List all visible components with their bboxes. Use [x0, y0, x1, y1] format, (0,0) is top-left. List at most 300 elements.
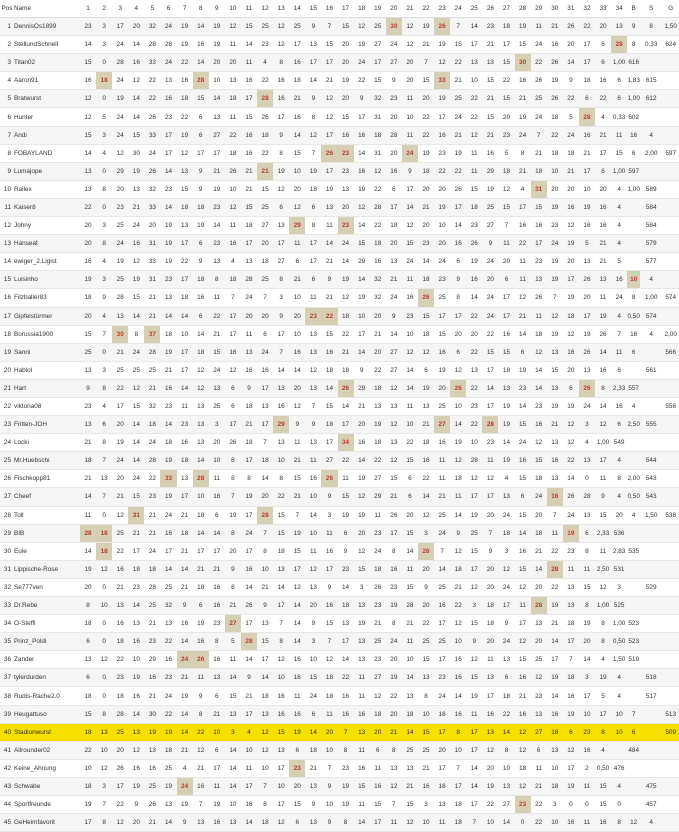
- score-cell: 0,33: [640, 36, 662, 54]
- player-name[interactable]: Lippische-Rose: [14, 560, 80, 578]
- score-cell: 16: [515, 217, 531, 235]
- table-row[interactable]: [0, 452, 679, 470]
- header-col[interactable]: 7: [177, 0, 193, 18]
- score-cell: 16: [547, 452, 563, 470]
- score-cell: 19: [547, 271, 563, 289]
- header-col[interactable]: 18: [354, 0, 370, 18]
- player-name[interactable]: Fischkopp81: [14, 470, 80, 488]
- score-cell: 0: [96, 90, 112, 108]
- table-row[interactable]: [0, 524, 679, 542]
- score-cell: 13: [418, 397, 434, 415]
- score-cell: 28: [531, 597, 547, 615]
- table-row[interactable]: [0, 144, 679, 162]
- table-row[interactable]: [0, 542, 679, 560]
- score-cell: 543: [640, 470, 662, 488]
- header-col[interactable]: 31: [563, 0, 579, 18]
- header-col[interactable]: 3: [112, 0, 128, 18]
- rank-cell: 15: [0, 271, 14, 289]
- table-row[interactable]: [0, 180, 679, 198]
- score-cell: 12: [128, 379, 144, 397]
- header-col[interactable]: B: [627, 0, 640, 18]
- score-cell: 19: [595, 307, 611, 325]
- header-pos[interactable]: Pos: [0, 0, 14, 18]
- score-cell: 9: [466, 633, 482, 651]
- player-name[interactable]: Filzballer83: [14, 289, 80, 307]
- table-row[interactable]: [0, 253, 679, 271]
- player-name[interactable]: Cheef: [14, 488, 80, 506]
- player-name[interactable]: Lumajope: [14, 162, 80, 180]
- table-row[interactable]: [0, 108, 679, 126]
- player-name[interactable]: StellundSchnell: [14, 36, 80, 54]
- table-row[interactable]: [0, 379, 679, 397]
- rank-cell: 14: [0, 253, 14, 271]
- score-cell: 22: [80, 198, 96, 216]
- table-row[interactable]: [0, 54, 679, 72]
- header-col[interactable]: 28: [515, 0, 531, 18]
- player-name[interactable]: Kaiser8: [14, 198, 80, 216]
- header-col[interactable]: S: [640, 0, 662, 18]
- table-row[interactable]: [0, 615, 679, 633]
- score-cell: 14: [450, 687, 466, 705]
- score-cell: 22: [482, 325, 498, 343]
- score-cell: 14: [193, 524, 209, 542]
- score-cell: 476: [611, 759, 627, 777]
- rank-cell: 19: [0, 343, 14, 361]
- header-col[interactable]: 17: [338, 0, 354, 18]
- score-cell: 22: [547, 578, 563, 596]
- score-cell: 8: [225, 470, 241, 488]
- header-col[interactable]: 27: [498, 0, 514, 18]
- player-name[interactable]: Hunter: [14, 108, 80, 126]
- table-row[interactable]: [0, 18, 679, 36]
- player-name[interactable]: Prinz_Poldi: [14, 633, 80, 651]
- player-name[interactable]: Luisinho: [14, 271, 80, 289]
- score-cell: 14: [354, 343, 370, 361]
- score-cell: 21: [305, 759, 321, 777]
- score-cell: 12: [466, 651, 482, 669]
- table-row[interactable]: [0, 90, 679, 108]
- table-row[interactable]: [0, 578, 679, 596]
- score-cell: 17: [193, 144, 209, 162]
- score-cell: 24: [144, 542, 160, 560]
- score-cell: 17: [209, 759, 225, 777]
- header-col[interactable]: 23: [434, 0, 450, 18]
- header-col[interactable]: 14: [289, 0, 305, 18]
- table-row[interactable]: [0, 416, 679, 434]
- score-cell: 16: [402, 289, 418, 307]
- player-name[interactable]: Keine_Ahnung: [14, 759, 80, 777]
- score-cell: 17: [321, 434, 337, 452]
- table-row[interactable]: [0, 687, 679, 705]
- header-col[interactable]: 5: [144, 0, 160, 18]
- score-cell: 14: [305, 506, 321, 524]
- score-cell: 13: [305, 814, 321, 832]
- score-cell: 16: [273, 90, 289, 108]
- player-name[interactable]: FOBAYLAND: [14, 144, 80, 162]
- score-cell: 21: [338, 343, 354, 361]
- score-cell: [640, 162, 662, 180]
- score-cell: 1,50: [662, 18, 679, 36]
- score-cell: 12: [450, 615, 466, 633]
- score-cell: 16: [515, 542, 531, 560]
- header-col[interactable]: 29: [531, 0, 547, 18]
- score-cell: 10: [434, 217, 450, 235]
- score-cell: 13: [273, 379, 289, 397]
- player-name[interactable]: ewiger_2.Ligist: [14, 253, 80, 271]
- score-cell: 28: [144, 36, 160, 54]
- rank-cell: 44: [0, 796, 14, 814]
- player-name[interactable]: Rudis-Rache2.0: [14, 687, 80, 705]
- header-col[interactable]: 6: [160, 0, 176, 18]
- header-col[interactable]: 2: [96, 0, 112, 18]
- player-name[interactable]: Hanseat: [14, 235, 80, 253]
- score-cell: 8: [273, 271, 289, 289]
- score-cell: 23: [209, 615, 225, 633]
- score-cell: 557: [627, 379, 640, 397]
- score-cell: 24: [498, 506, 514, 524]
- table-row[interactable]: [0, 777, 679, 795]
- table-row[interactable]: [0, 325, 679, 343]
- score-cell: 16: [498, 325, 514, 343]
- table-row[interactable]: [0, 705, 679, 723]
- player-name[interactable]: Hablol: [14, 361, 80, 379]
- score-cell: 7: [482, 524, 498, 542]
- score-cell: 14: [498, 434, 514, 452]
- score-cell: 25: [466, 524, 482, 542]
- score-cell: 10: [241, 741, 257, 759]
- rank-cell: 22: [0, 397, 14, 415]
- score-cell: 18: [193, 198, 209, 216]
- score-cell: 18: [257, 452, 273, 470]
- score-cell: 7: [434, 542, 450, 560]
- table-row[interactable]: [0, 669, 679, 687]
- score-cell: 14: [128, 108, 144, 126]
- score-cell: 22: [177, 253, 193, 271]
- score-cell: 25: [289, 18, 305, 36]
- player-name[interactable]: tylerdurden: [14, 669, 80, 687]
- score-cell: 13: [305, 36, 321, 54]
- score-cell: 10: [321, 796, 337, 814]
- score-cell: 25: [434, 633, 450, 651]
- score-cell: 15: [595, 777, 611, 795]
- score-cell: 24: [498, 578, 514, 596]
- score-cell: 21: [434, 488, 450, 506]
- score-cell: 17: [273, 325, 289, 343]
- header-col[interactable]: 24: [450, 0, 466, 18]
- score-cell: 6: [209, 687, 225, 705]
- score-cell: 12: [128, 72, 144, 90]
- player-name[interactable]: Sanni: [14, 343, 80, 361]
- score-cell: 19: [177, 796, 193, 814]
- score-cell: 14: [160, 416, 176, 434]
- table-row[interactable]: [0, 723, 679, 741]
- header-col[interactable]: 33: [595, 0, 611, 18]
- score-cell: 13: [321, 198, 337, 216]
- score-cell: 21: [289, 452, 305, 470]
- score-cell: 21: [450, 578, 466, 596]
- score-cell: 19: [354, 289, 370, 307]
- table-row[interactable]: [0, 36, 679, 54]
- score-cell: 20: [80, 235, 96, 253]
- score-cell: 26: [563, 18, 579, 36]
- table-row[interactable]: [0, 343, 679, 361]
- score-cell: 13: [547, 741, 563, 759]
- score-cell: 23: [112, 198, 128, 216]
- player-name[interactable]: Gipfelstürmer: [14, 307, 80, 325]
- score-cell: [640, 741, 662, 759]
- header-col[interactable]: 8: [193, 0, 209, 18]
- score-cell: 19: [579, 325, 595, 343]
- score-cell: 23: [434, 271, 450, 289]
- score-cell: 23: [160, 180, 176, 198]
- score-cell: 7: [627, 705, 640, 723]
- player-name[interactable]: Sportfreunde: [14, 796, 80, 814]
- table-row[interactable]: [0, 361, 679, 379]
- score-cell: 15: [80, 54, 96, 72]
- score-cell: 612: [640, 90, 662, 108]
- score-cell: 12: [386, 416, 402, 434]
- score-cell: 13: [595, 271, 611, 289]
- header-col[interactable]: 20: [386, 0, 402, 18]
- score-cell: 13: [402, 759, 418, 777]
- score-cell: 8: [241, 470, 257, 488]
- player-name[interactable]: Fritten-JOH: [14, 416, 80, 434]
- score-cell: 17: [160, 144, 176, 162]
- table-row[interactable]: [0, 506, 679, 524]
- score-cell: [640, 723, 662, 741]
- score-cell: 20: [144, 217, 160, 235]
- score-cell: 17: [482, 397, 498, 415]
- table-row[interactable]: [0, 488, 679, 506]
- score-cell: 24: [160, 54, 176, 72]
- score-cell: 13: [128, 615, 144, 633]
- score-cell: 22: [466, 90, 482, 108]
- score-cell: 22: [498, 72, 514, 90]
- header-col[interactable]: 13: [273, 0, 289, 18]
- score-cell: 24: [531, 108, 547, 126]
- score-cell: 6: [611, 416, 627, 434]
- player-name[interactable]: viktoria08: [14, 397, 80, 415]
- table-row[interactable]: [0, 633, 679, 651]
- player-name[interactable]: Eule: [14, 542, 80, 560]
- player-name[interactable]: Toll: [14, 506, 80, 524]
- score-cell: 0: [96, 578, 112, 596]
- score-cell: 14: [563, 470, 579, 488]
- player-name[interactable]: Railex: [14, 180, 80, 198]
- score-cell: 14: [177, 633, 193, 651]
- header-col[interactable]: 11: [241, 0, 257, 18]
- player-name[interactable]: Borussia1900: [14, 325, 80, 343]
- score-cell: 12: [515, 741, 531, 759]
- header-col[interactable]: 15: [305, 0, 321, 18]
- player-name[interactable]: Schwabe: [14, 777, 80, 795]
- table-row[interactable]: [0, 597, 679, 615]
- score-cell: 12: [563, 741, 579, 759]
- score-cell: 25: [144, 777, 160, 795]
- score-cell: 4: [611, 488, 627, 506]
- table-row[interactable]: [0, 198, 679, 216]
- table-row[interactable]: [0, 560, 679, 578]
- player-name[interactable]: Heugattuso: [14, 705, 80, 723]
- score-cell: 13: [579, 506, 595, 524]
- score-cell: 18: [112, 687, 128, 705]
- score-cell: 13: [225, 814, 241, 832]
- score-cell: 17: [370, 814, 386, 832]
- table-row[interactable]: [0, 217, 679, 235]
- score-cell: 19: [128, 271, 144, 289]
- score-cell: 509: [662, 723, 679, 741]
- score-cell: 15: [515, 506, 531, 524]
- header-col[interactable]: 30: [547, 0, 563, 18]
- player-name[interactable]: Se777ven: [14, 578, 80, 596]
- score-cell: 14: [450, 217, 466, 235]
- player-name[interactable]: O-Steffi: [14, 615, 80, 633]
- player-name[interactable]: Hart: [14, 379, 80, 397]
- score-cell: 2,50: [627, 416, 640, 434]
- score-cell: 4: [96, 253, 112, 271]
- score-cell: 23: [338, 144, 354, 162]
- table-row[interactable]: [0, 741, 679, 759]
- score-cell: 12: [547, 307, 563, 325]
- score-cell: 22: [531, 54, 547, 72]
- score-cell: 579: [640, 235, 662, 253]
- table-row[interactable]: [0, 235, 679, 253]
- score-cell: 19: [338, 72, 354, 90]
- score-cell: 13: [547, 470, 563, 488]
- score-cell: 15: [257, 180, 273, 198]
- score-cell: 17: [241, 777, 257, 795]
- rank-cell: 32: [0, 578, 14, 596]
- score-cell: 16: [338, 126, 354, 144]
- table-row[interactable]: [0, 126, 679, 144]
- header-col[interactable]: 4: [128, 0, 144, 18]
- score-cell: 6: [338, 524, 354, 542]
- table-row[interactable]: [0, 307, 679, 325]
- header-col[interactable]: G: [662, 0, 679, 18]
- header-col[interactable]: 19: [370, 0, 386, 18]
- score-cell: 26: [579, 271, 595, 289]
- score-cell: 23: [418, 235, 434, 253]
- score-cell: 15: [418, 651, 434, 669]
- player-name[interactable]: Titan02: [14, 54, 80, 72]
- score-cell: 15: [498, 54, 514, 72]
- score-cell: [627, 560, 640, 578]
- score-cell: 17: [498, 36, 514, 54]
- score-cell: 31: [144, 235, 160, 253]
- score-cell: 20: [257, 307, 273, 325]
- player-name[interactable]: Mr.Huebschi: [14, 452, 80, 470]
- header-col[interactable]: 12: [257, 0, 273, 18]
- score-cell: 12: [627, 814, 640, 832]
- table-row[interactable]: [0, 289, 679, 307]
- score-cell: 4: [96, 144, 112, 162]
- table-row[interactable]: [0, 434, 679, 452]
- score-cell: 12: [354, 18, 370, 36]
- score-cell: 9: [627, 18, 640, 36]
- score-cell: 8: [273, 633, 289, 651]
- score-cell: 6: [579, 90, 595, 108]
- table-row[interactable]: [0, 162, 679, 180]
- score-cell: 24: [160, 506, 176, 524]
- score-cell: 20: [80, 217, 96, 235]
- score-cell: 20: [386, 108, 402, 126]
- table-row[interactable]: [0, 651, 679, 669]
- score-cell: 21: [177, 669, 193, 687]
- header-col[interactable]: 9: [209, 0, 225, 18]
- player-name[interactable]: Dr.Rebe: [14, 597, 80, 615]
- player-name[interactable]: DennisOs1899: [14, 18, 80, 36]
- player-name[interactable]: Locki: [14, 434, 80, 452]
- table-row[interactable]: [0, 397, 679, 415]
- player-name[interactable]: BIB: [14, 524, 80, 542]
- header-col[interactable]: 32: [579, 0, 595, 18]
- table-row[interactable]: [0, 271, 679, 289]
- player-name[interactable]: Zander: [14, 651, 80, 669]
- header-col[interactable]: 16: [321, 0, 337, 18]
- score-cell: 9: [595, 488, 611, 506]
- score-cell: 15: [257, 633, 273, 651]
- table-row[interactable]: [0, 814, 679, 832]
- header-col[interactable]: 25: [466, 0, 482, 18]
- header-col[interactable]: 22: [418, 0, 434, 18]
- score-cell: 24: [563, 126, 579, 144]
- player-name[interactable]: Johny: [14, 217, 80, 235]
- score-cell: 584: [640, 198, 662, 216]
- score-cell: 23: [434, 144, 450, 162]
- score-cell: 17: [563, 759, 579, 777]
- score-cell: 10: [498, 759, 514, 777]
- header-col[interactable]: 26: [482, 0, 498, 18]
- header-col[interactable]: 10: [225, 0, 241, 18]
- score-cell: 13: [193, 416, 209, 434]
- score-cell: [627, 777, 640, 795]
- score-cell: 10: [257, 560, 273, 578]
- score-cell: 16: [515, 72, 531, 90]
- player-name[interactable]: Andi: [14, 126, 80, 144]
- player-name[interactable]: Aaron91: [14, 72, 80, 90]
- player-name[interactable]: Allrounder02: [14, 741, 80, 759]
- header-col[interactable]: 1: [80, 0, 96, 18]
- score-cell: 16: [193, 36, 209, 54]
- header-name[interactable]: Name: [14, 0, 80, 18]
- table-row[interactable]: [0, 796, 679, 814]
- header-col[interactable]: 21: [402, 0, 418, 18]
- header-col[interactable]: 34: [611, 0, 627, 18]
- score-cell: 9: [450, 524, 466, 542]
- score-cell: 9: [482, 235, 498, 253]
- score-cell: 1,50: [640, 506, 662, 524]
- player-name[interactable]: GeHeimfavorit: [14, 814, 80, 832]
- score-cell: 13: [209, 108, 225, 126]
- player-name[interactable]: Bratwurst: [14, 90, 80, 108]
- table-row[interactable]: [0, 72, 679, 90]
- score-cell: 15: [370, 72, 386, 90]
- table-row[interactable]: [0, 470, 679, 488]
- score-cell: 14: [466, 289, 482, 307]
- score-cell: 28: [160, 36, 176, 54]
- score-cell: 16: [547, 705, 563, 723]
- table-row[interactable]: [0, 759, 679, 777]
- score-cell: 12: [354, 542, 370, 560]
- score-cell: 13: [563, 597, 579, 615]
- score-cell: 23: [144, 488, 160, 506]
- player-name[interactable]: Stadionwurst: [14, 723, 80, 741]
- score-cell: 15: [354, 777, 370, 795]
- score-cell: 11: [579, 814, 595, 832]
- score-cell: 12: [289, 198, 305, 216]
- score-cell: 6: [450, 253, 466, 271]
- score-cell: 7: [321, 633, 337, 651]
